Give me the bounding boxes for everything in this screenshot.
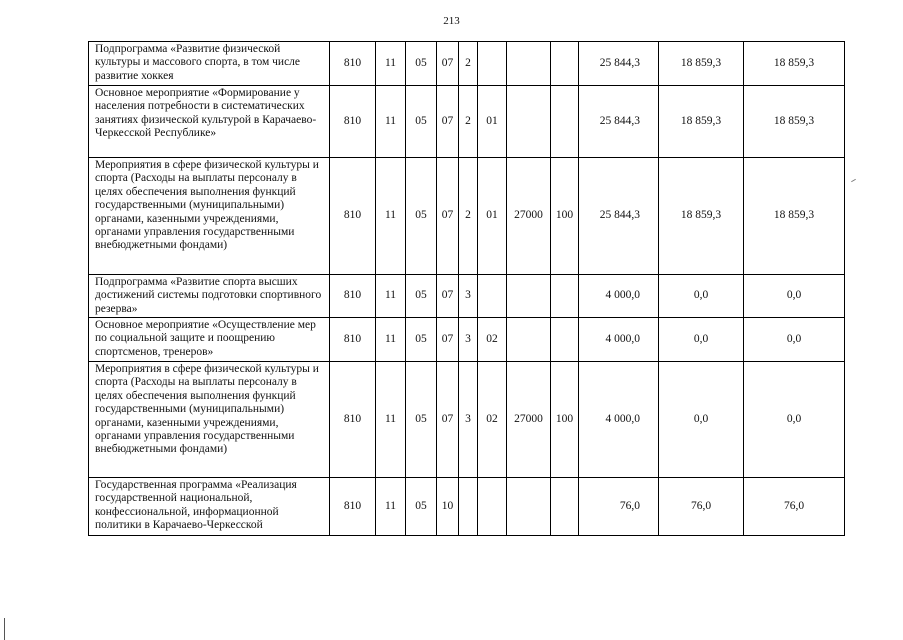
subsection-code: 05 bbox=[406, 42, 437, 86]
amount-year-1: 25 844,3 bbox=[579, 86, 659, 158]
program-code: 07 bbox=[437, 42, 459, 86]
amount-year-2: 18 859,3 bbox=[659, 42, 744, 86]
amount-year-2: 0,0 bbox=[659, 275, 744, 318]
activity-code: 01 bbox=[478, 86, 507, 158]
budget-table bbox=[88, 41, 845, 536]
section-code: 11 bbox=[376, 275, 406, 318]
activity-code bbox=[478, 42, 507, 86]
amount-year-3: 18 859,3 bbox=[744, 158, 845, 275]
direction-code bbox=[507, 275, 551, 318]
admin-code: 810 bbox=[330, 478, 376, 536]
amount-year-2: 18 859,3 bbox=[659, 86, 744, 158]
subsection-code: 05 bbox=[406, 275, 437, 318]
amount-year-3: 76,0 bbox=[744, 478, 845, 536]
expense-type-code: 100 bbox=[551, 158, 579, 275]
table-row bbox=[89, 42, 845, 86]
row-name: Государственная программа «Реализация государственной национальной, конфессиональной, информационной политики в Карачаево-Черкесской bbox=[89, 478, 330, 536]
amount-year-2: 76,0 bbox=[659, 478, 744, 536]
amount-year-1: 4 000,0 bbox=[579, 362, 659, 478]
expense-type-code bbox=[551, 478, 579, 536]
subprogram-code: 2 bbox=[459, 158, 478, 275]
program-code: 07 bbox=[437, 86, 459, 158]
program-code: 07 bbox=[437, 275, 459, 318]
amount-year-1: 25 844,3 bbox=[579, 158, 659, 275]
page-number: 213 bbox=[443, 15, 460, 27]
expense-type-code bbox=[551, 275, 579, 318]
section-code: 11 bbox=[376, 362, 406, 478]
admin-code: 810 bbox=[330, 42, 376, 86]
section-code: 11 bbox=[376, 86, 406, 158]
amount-year-1: 25 844,3 bbox=[579, 42, 659, 86]
subsection-code: 05 bbox=[406, 318, 437, 362]
row-name: Подпрограмма «Развитие спорта высших достижений системы подготовки спортивного резерва» bbox=[89, 275, 330, 318]
subsection-code: 05 bbox=[406, 158, 437, 275]
direction-code bbox=[507, 86, 551, 158]
section-code: 11 bbox=[376, 478, 406, 536]
expense-type-code bbox=[551, 318, 579, 362]
direction-code bbox=[507, 42, 551, 86]
amount-year-1: 4 000,0 bbox=[579, 318, 659, 362]
section-code: 11 bbox=[376, 158, 406, 275]
table-row bbox=[89, 275, 845, 318]
admin-code: 810 bbox=[330, 275, 376, 318]
amount-year-3: 0,0 bbox=[744, 362, 845, 478]
subsection-code: 05 bbox=[406, 478, 437, 536]
amount-year-3: 0,0 bbox=[744, 318, 845, 362]
expense-type-code bbox=[551, 42, 579, 86]
row-name: Мероприятия в сфере физической культуры и спорта (Расходы на выплаты персоналу в целях обеспечения выполнения функций государственными (муниципальными) органами, казенными учреждениями, органами управления государственными внебюджетными фондами) bbox=[89, 158, 330, 275]
direction-code: 27000 bbox=[507, 158, 551, 275]
admin-code: 810 bbox=[330, 86, 376, 158]
subprogram-code: 3 bbox=[459, 275, 478, 318]
subprogram-code bbox=[459, 478, 478, 536]
direction-code bbox=[507, 478, 551, 536]
activity-code bbox=[478, 478, 507, 536]
activity-code bbox=[478, 275, 507, 318]
section-code: 11 bbox=[376, 318, 406, 362]
amount-year-3: 18 859,3 bbox=[744, 42, 845, 86]
amount-year-2: 18 859,3 bbox=[659, 158, 744, 275]
subprogram-code: 2 bbox=[459, 86, 478, 158]
activity-code: 02 bbox=[478, 362, 507, 478]
subprogram-code: 3 bbox=[459, 318, 478, 362]
expense-type-code bbox=[551, 86, 579, 158]
admin-code: 810 bbox=[330, 362, 376, 478]
row-name: Основное мероприятие «Осуществление мер по социальной защите и поощрению спортсменов, тренеров» bbox=[89, 318, 330, 362]
subsection-code: 05 bbox=[406, 362, 437, 478]
direction-code: 27000 bbox=[507, 362, 551, 478]
direction-code bbox=[507, 318, 551, 362]
amount-year-1: 76,0 bbox=[579, 478, 659, 536]
table-row bbox=[89, 478, 845, 536]
table-row bbox=[89, 362, 845, 478]
table-row bbox=[89, 318, 845, 362]
amount-year-1: 4 000,0 bbox=[579, 275, 659, 318]
subprogram-code: 2 bbox=[459, 42, 478, 86]
admin-code: 810 bbox=[330, 158, 376, 275]
row-name: Подпрограмма «Развитие физической культуры и массового спорта, в том числе развитие хоккея bbox=[89, 42, 330, 86]
expense-type-code: 100 bbox=[551, 362, 579, 478]
scan-artifact bbox=[851, 179, 856, 182]
amount-year-2: 0,0 bbox=[659, 318, 744, 362]
amount-year-3: 18 859,3 bbox=[744, 86, 845, 158]
table-row bbox=[89, 158, 845, 275]
program-code: 07 bbox=[437, 318, 459, 362]
row-name: Мероприятия в сфере физической культуры и спорта (Расходы на выплаты персоналу в целях обеспечения выполнения функций государственными (муниципальными) органами, казенными учреждениями, органами управления государственными внебюджетными фондами) bbox=[89, 362, 330, 478]
row-name: Основное мероприятие «Формирование у населения потребности в систематических занятиях физической культурой в Карачаево-Черкесской Республике» bbox=[89, 86, 330, 158]
program-code: 10 bbox=[437, 478, 459, 536]
subprogram-code: 3 bbox=[459, 362, 478, 478]
table-row bbox=[89, 86, 845, 158]
scan-edge-mark bbox=[4, 618, 5, 640]
amount-year-3: 0,0 bbox=[744, 275, 845, 318]
admin-code: 810 bbox=[330, 318, 376, 362]
section-code: 11 bbox=[376, 42, 406, 86]
activity-code: 01 bbox=[478, 158, 507, 275]
activity-code: 02 bbox=[478, 318, 507, 362]
program-code: 07 bbox=[437, 362, 459, 478]
subsection-code: 05 bbox=[406, 86, 437, 158]
amount-year-2: 0,0 bbox=[659, 362, 744, 478]
program-code: 07 bbox=[437, 158, 459, 275]
